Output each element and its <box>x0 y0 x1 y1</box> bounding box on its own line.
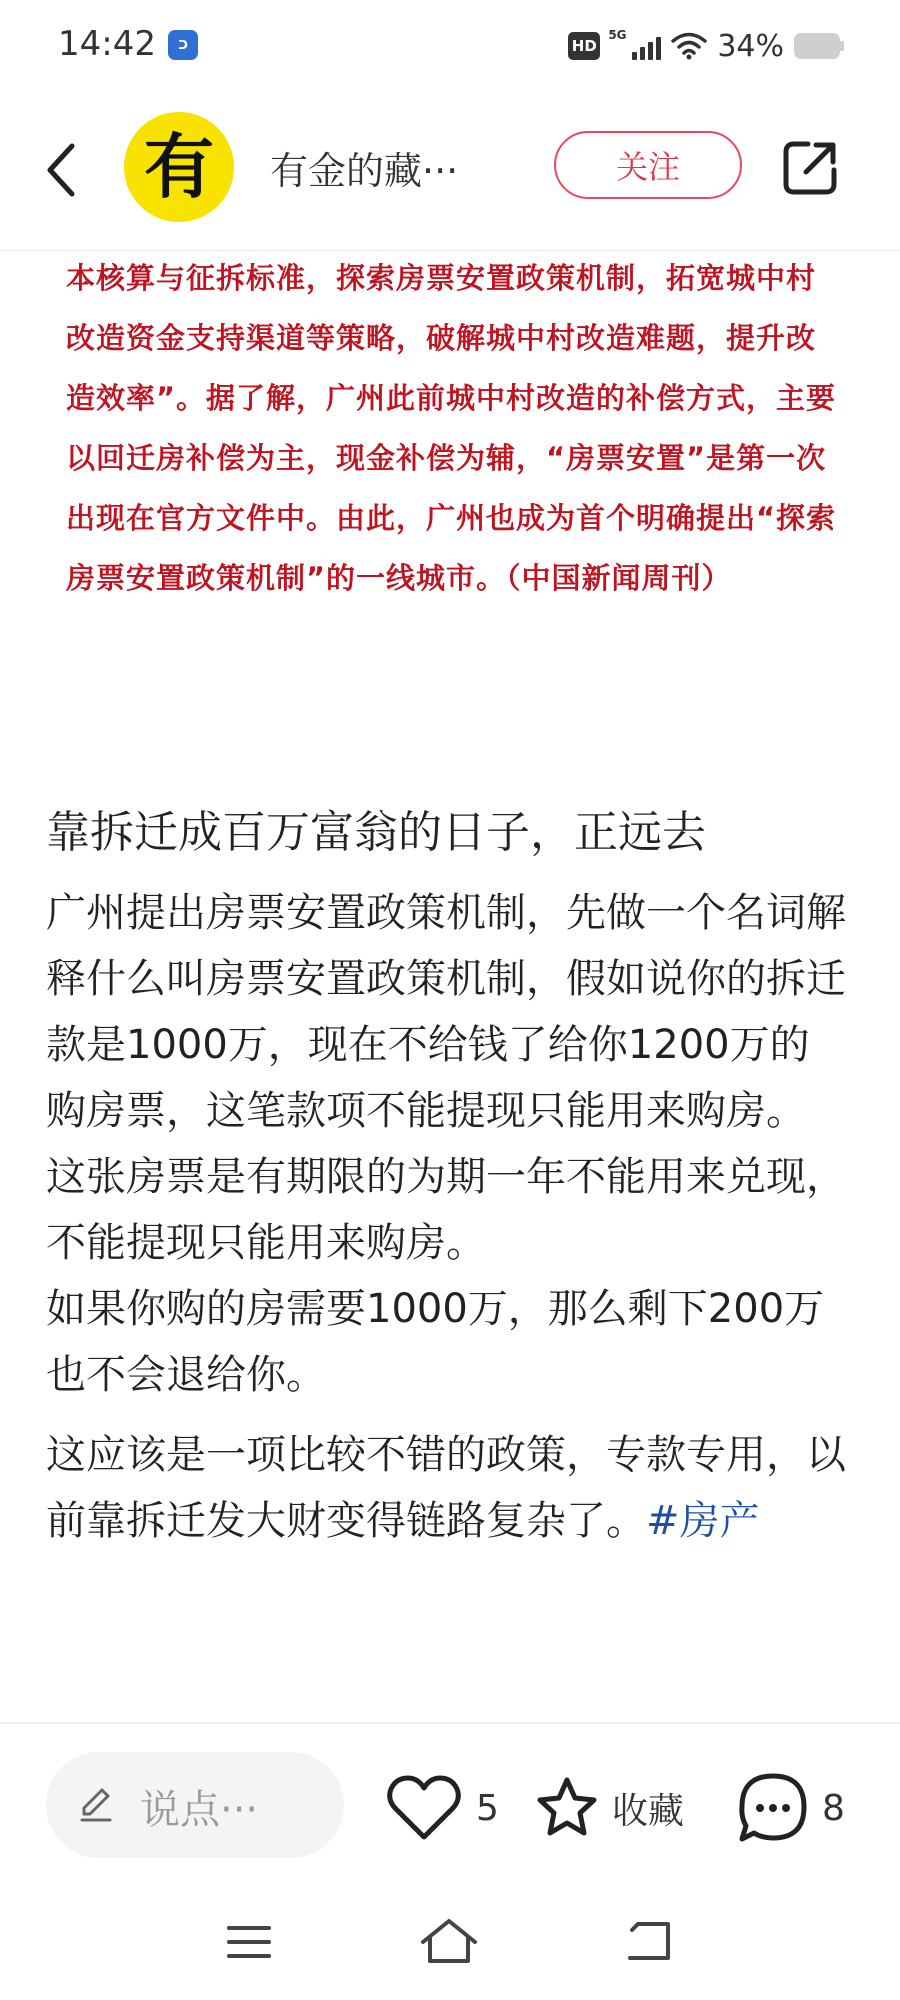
article-heading: 靠拆迁成百万富翁的日子，正远去 <box>46 807 706 858</box>
divider <box>0 1722 900 1724</box>
network-label: 5G <box>608 28 627 42</box>
author-avatar[interactable]: 有 <box>124 112 234 222</box>
chevron-left-icon[interactable] <box>38 138 88 202</box>
status-time: 14:42 <box>58 24 156 64</box>
hashtag-link[interactable]: #房产 <box>646 1498 760 1544</box>
favorite-label: 收藏 <box>612 1790 685 1832</box>
share-icon[interactable] <box>780 138 840 198</box>
comment-placeholder: 说点··· <box>140 1787 259 1833</box>
back-arrow-icon[interactable] <box>624 1918 674 1964</box>
wifi-icon <box>671 32 707 60</box>
follow-button[interactable]: 关注 <box>554 131 742 199</box>
status-icons <box>568 26 844 66</box>
pencil-icon <box>76 1784 116 1824</box>
battery-icon <box>794 33 844 59</box>
system-nav-bar <box>0 1900 900 2000</box>
comment-button[interactable] <box>736 1768 845 1848</box>
author-name[interactable]: 有金的藏··· <box>270 149 459 193</box>
quoted-news-text: 本核算与征拆标准，探索房票安置政策机制，拓宽城中村改造资金支持渠道等策略，破解城中村改造难题，提升改造效率”。据了解，广州此前城中村改造的补偿方式，主要以回迁房补偿为主，现金补偿为辅，“房票安置”是第一次出现在官方文件中。由此，广州也成为首个明确提出“探索房票安置政策机制”的一线城市。（中国新闻周刊） <box>66 261 837 595</box>
app-notification-icon: ᑐ <box>168 30 198 60</box>
home-icon[interactable] <box>418 1916 480 1966</box>
menu-icon[interactable] <box>226 1922 272 1962</box>
quoted-news-block <box>66 248 842 608</box>
article-body <box>46 880 846 1554</box>
battery-percent: 34% <box>717 28 784 64</box>
like-button[interactable] <box>386 1768 499 1848</box>
article-paragraph: 如果你购的房需要1000万，那么剩下200万也不会退给你。 <box>46 1286 825 1398</box>
article-paragraph-text: 这应该是一项比较不错的政策，专款专用，以前靠拆迁发大财变得链路复杂了。 <box>46 1432 846 1544</box>
comment-input[interactable] <box>46 1752 344 1858</box>
post-header <box>0 100 900 251</box>
comment-count: 8 <box>822 1787 845 1829</box>
comment-bubble-icon <box>736 1771 810 1845</box>
article-paragraph: 这张房票是有期限的为期一年不能用来兑现，不能提现只能用来购房。 <box>46 1154 846 1266</box>
article-paragraph: 广州提出房票安置政策机制，先做一个名词解释什么叫房票安置政策机制，假如说你的拆迁款是1000万，现在不给钱了给你1200万的购房票，这笔款项不能提现只能用来购房。 <box>46 890 846 1134</box>
like-count: 5 <box>476 1787 499 1829</box>
hd-badge: HD <box>568 32 600 60</box>
heart-icon <box>386 1775 462 1841</box>
status-bar <box>0 0 900 92</box>
signal-icon <box>608 28 661 60</box>
favorite-button[interactable] <box>534 1768 684 1848</box>
article-paragraph-final <box>46 1422 846 1554</box>
star-icon <box>534 1775 600 1841</box>
